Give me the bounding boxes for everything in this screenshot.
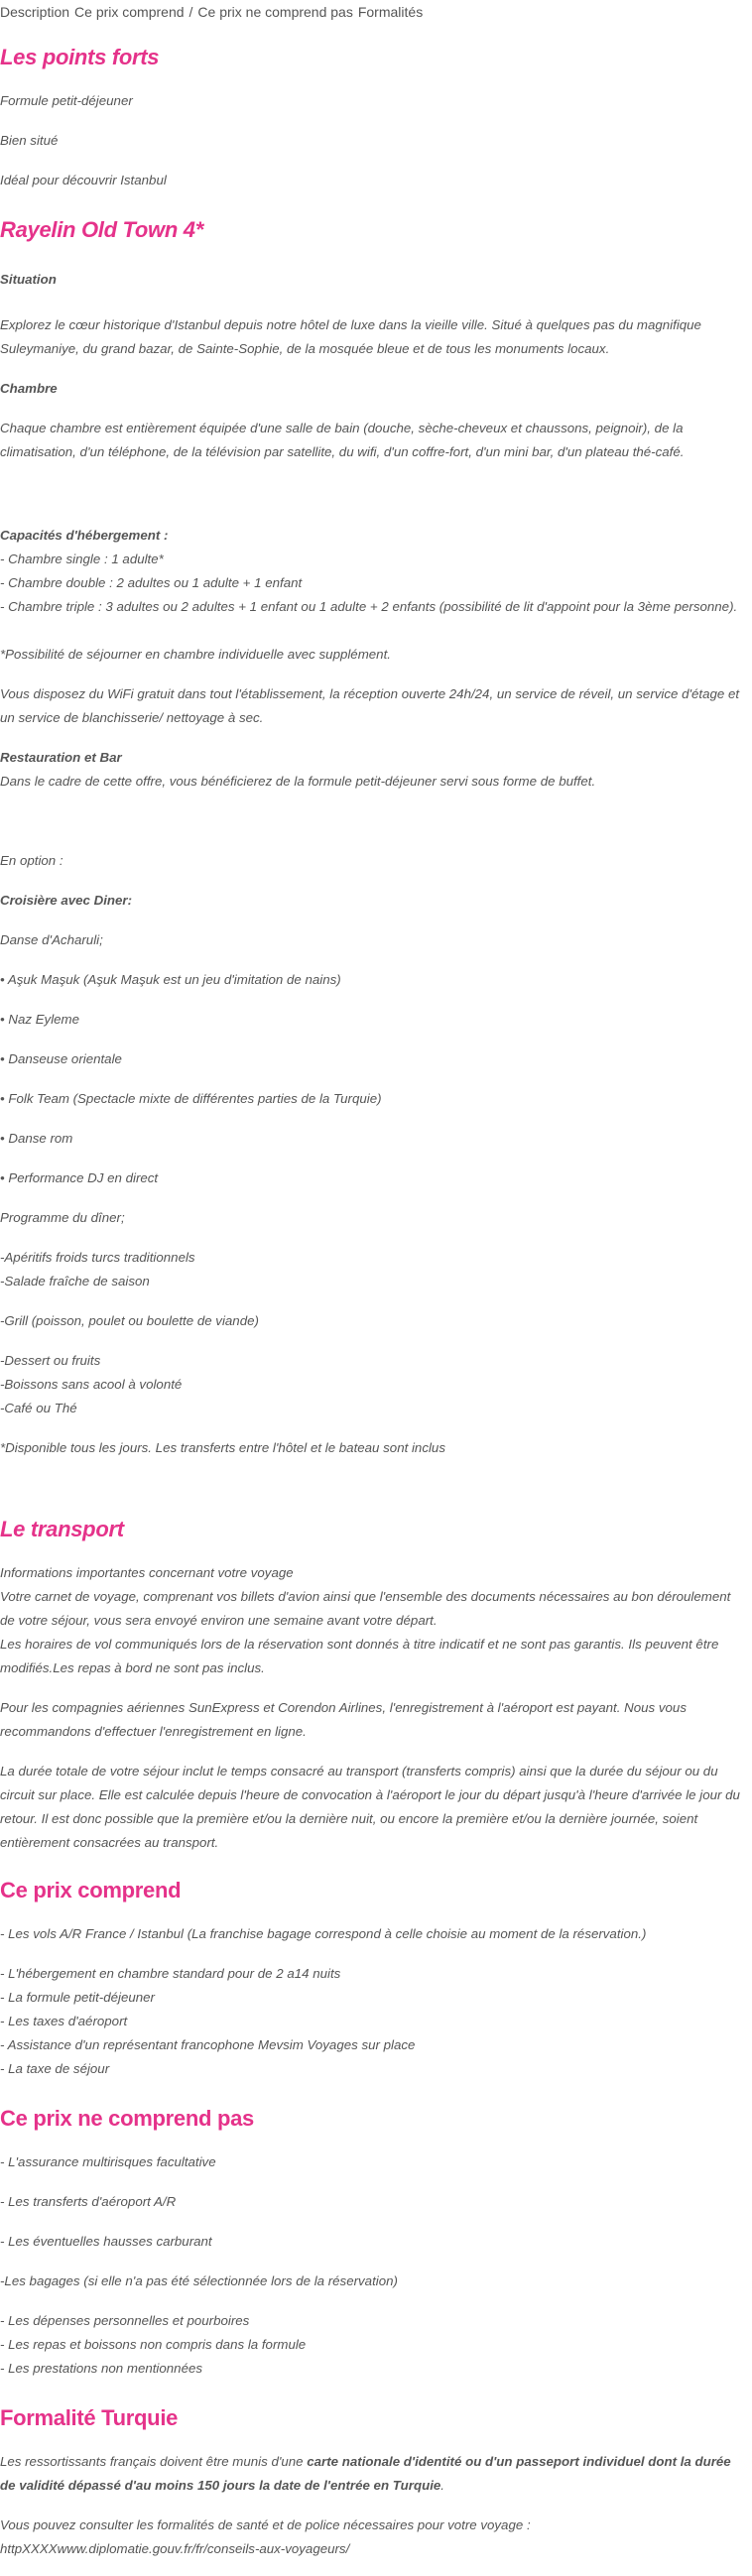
situation-title: Situation — [0, 272, 57, 287]
capacity-line: - Chambre double : 2 adultes ou 1 adulte + 1 enfant — [0, 575, 303, 590]
menu-line: -Dessert ou fruits — [0, 1353, 101, 1368]
transport-title: Le transport — [0, 1517, 124, 1541]
formalities-text: Les ressortissants français doivent être munis d'une — [0, 2454, 308, 2469]
tab-separator: / — [188, 4, 193, 20]
tab-description[interactable]: Description — [0, 4, 70, 20]
includes-item: - Les vols A/R France / Istanbul (La franchise bagage correspond à celle choisie au moment de la réservation.) — [0, 1926, 647, 1941]
situation-text: Explorez le cœur historique d'Istanbul depuis notre hôtel de luxe dans la vieille ville. Situé à quelques pas du magnifique Suleymaniye, du grand bazar, de Sainte-Sophie, de la mosquée bleue et de tous les monuments locaux. — [0, 317, 701, 356]
menu-line: -Apéritifs froids turcs traditionnels — [0, 1250, 195, 1265]
tab-price-includes[interactable]: Ce prix comprend — [74, 4, 185, 20]
restaurant-text: Dans le cadre de cette offre, vous bénéficierez de la formule petit-déjeuner servi sous forme de buffet. — [0, 774, 596, 789]
formalities-paragraph — [0, 2450, 746, 2498]
capacity-title: Capacités d'hébergement : — [0, 528, 169, 543]
show-item: • Folk Team (Spectacle mixte de différentes parties de la Turquie) — [0, 1091, 382, 1106]
menu-line: -Boissons sans acool à volonté — [0, 1377, 183, 1392]
transport-paragraph: La durée totale de votre séjour inclut le temps consacré au transport (transferts compris) ainsi que la durée du séjour ou du circuit sur place. Elle est calculée depuis l'heure de convocation à l'aéroport le jour du départ jusqu'à l'heure d'arrivée le jour du retour. Il est donc possible que la première et/ou la dernière nuit, ou encore la première et/ou la dernière journée, soient entièrement consacrées au transport. — [0, 1764, 740, 1850]
excludes-title: Ce prix ne comprend pas — [0, 2106, 254, 2131]
capacity-line: - Chambre single : 1 adulte* — [0, 552, 164, 566]
show-item: • Danseuse orientale — [0, 1051, 122, 1066]
menu-line: -Salade fraîche de saison — [0, 1274, 150, 1288]
services-text: Vous disposez du WiFi gratuit dans tout l'établissement, la réception ouverte 24h/24, un service de réveil, un service d'étage et un service de blanchisserie/ nettoyage à sec. — [0, 686, 740, 725]
excludes-item: -Les bagages (si elle n'a pas été sélectionnée lors de la réservation) — [0, 2273, 398, 2288]
includes-item: - La formule petit-déjeuner — [0, 1990, 155, 2005]
show-item: • Danse rom — [0, 1131, 73, 1146]
transport-line: Les horaires de vol communiqués lors de la réservation sont donnés à titre indicatif et ne sont pas garantis. Ils peuvent être modifiés.Les repas à bord ne sont pas inclus. — [0, 1637, 719, 1675]
excludes-item: - Les éventuelles hausses carburant — [0, 2234, 212, 2249]
excludes-item: - L'assurance multirisques facultative — [0, 2154, 216, 2169]
restaurant-title: Restauration et Bar — [0, 750, 122, 765]
show-item: • Aşuk Maşuk (Aşuk Maşuk est un jeu d'imitation de nains) — [0, 972, 341, 987]
formalities-title: Formalité Turquie — [0, 2405, 179, 2430]
tab-price-excludes[interactable]: Ce prix ne comprend pas — [197, 4, 353, 20]
highlight-item: Idéal pour découvrir Istanbul — [0, 173, 167, 187]
includes-item: - Assistance d'un représentant francophone Mevsim Voyages sur place — [0, 2037, 416, 2052]
cruise-title: Croisière avec Diner: — [0, 893, 133, 908]
highlight-item: Bien situé — [0, 133, 59, 148]
excludes-item: - Les transferts d'aéroport A/R — [0, 2194, 177, 2209]
highlight-item: Formule petit-déjeuner — [0, 93, 133, 108]
includes-item: - La taxe de séjour — [0, 2061, 110, 2076]
excludes-item: - Les dépenses personnelles et pourboires — [0, 2313, 250, 2328]
excludes-item: - Les repas et boissons non compris dans la formule — [0, 2337, 307, 2352]
includes-item: - L'hébergement en chambre standard pour de 2 a14 nuits — [0, 1966, 341, 1981]
formalities-text-end: . — [440, 2478, 444, 2493]
excludes-item: - Les prestations non mentionnées — [0, 2361, 203, 2376]
dance-label: Danse d'Acharuli; — [0, 932, 103, 947]
diplomatie-link[interactable]: httpXXXXwww.diplomatie.gouv.fr/fr/conseils-aux-voyageurs/ — [0, 2541, 350, 2556]
includes-item: - Les taxes d'aéroport — [0, 2014, 128, 2028]
transport-line: Informations importantes concernant votre voyage — [0, 1565, 294, 1580]
program-label: Programme du dîner; — [0, 1210, 125, 1225]
show-item: • Naz Eyleme — [0, 1012, 80, 1027]
option-label: En option : — [0, 853, 63, 868]
capacity-line: *Possibilité de séjourner en chambre individuelle avec supplément. — [0, 647, 391, 662]
show-item: • Performance DJ en direct — [0, 1170, 159, 1185]
highlights-title: Les points forts — [0, 45, 160, 69]
tab-formalities[interactable]: Formalités — [357, 4, 424, 20]
includes-title: Ce prix comprend — [0, 1878, 182, 1902]
formalities-bold-text: carte nationale d'identité ou d'un passeport individuel dont la durée de validité dépassé d'au moins 150 jours la date de l'entrée en Turquie — [0, 2454, 731, 2493]
menu-line: -Café ou Thé — [0, 1401, 77, 1415]
room-title: Chambre — [0, 381, 58, 396]
section-tabs — [0, 0, 428, 24]
option-note: *Disponible tous les jours. Les transferts entre l'hôtel et le bateau sont inclus — [0, 1440, 445, 1455]
hotel-name: Rayelin Old Town 4* — [0, 217, 203, 242]
menu-line: -Grill (poisson, poulet ou boulette de viande) — [0, 1313, 259, 1328]
transport-paragraph: Pour les compagnies aériennes SunExpress et Corendon Airlines, l'enregistrement à l'aéroport est payant. Nous vous recommandons d'effectuer l'enregistrement en ligne. — [0, 1700, 687, 1739]
formalities-paragraph: Vous pouvez consulter les formalités de santé et de police nécessaires pour votre voyage : — [0, 2517, 531, 2532]
capacity-line: - Chambre triple : 3 adultes ou 2 adultes + 1 enfant ou 1 adulte + 2 enfants (possibilité de lit d'appoint pour la 3ème personne). — [0, 599, 738, 614]
transport-line: Votre carnet de voyage, comprenant vos billets d'avion ainsi que l'ensemble des documents nécessaires au bon déroulement de votre séjour, vous sera envoyé environ une semaine avant votre départ. — [0, 1589, 731, 1628]
room-text: Chaque chambre est entièrement équipée d'une salle de bain (douche, sèche-cheveux et chaussons, peignoir), de la climatisation, d'un téléphone, de la télévision par satellite, du wifi, d'un coffre-fort, d'un mini bar, d'un plateau thé-café. — [0, 421, 685, 459]
